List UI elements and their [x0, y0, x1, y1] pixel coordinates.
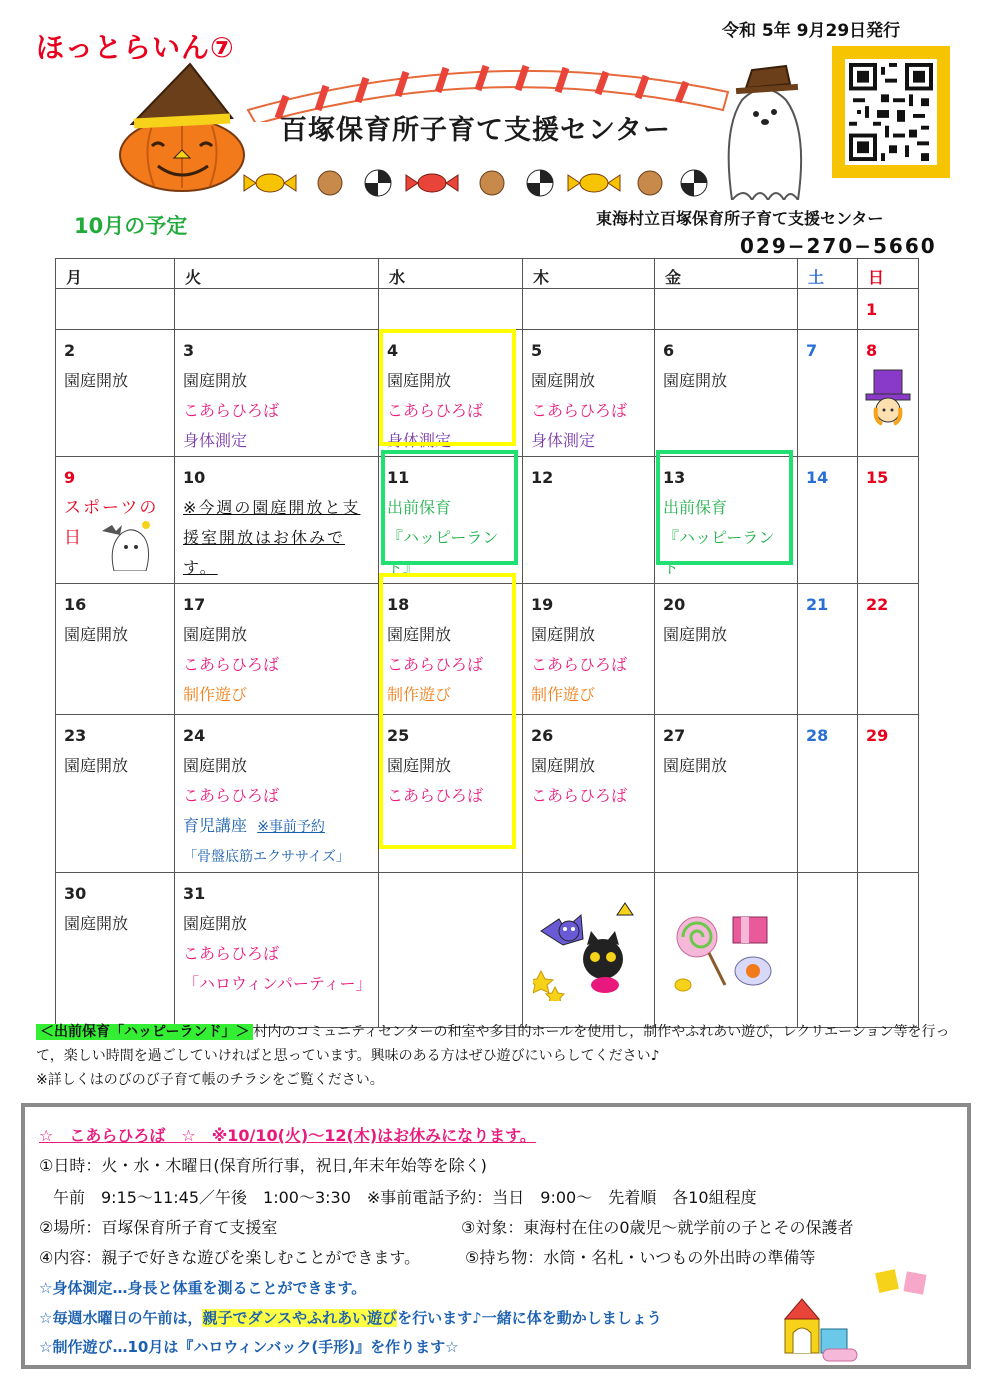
reservation-required-link[interactable]: ※事前予約 [257, 819, 325, 835]
calendar-cell [798, 584, 858, 715]
event-koala-hiroba: こあらひろば [531, 655, 628, 674]
koala-hiroba-info-box [21, 1103, 971, 1369]
calendar-cell [379, 584, 523, 715]
event-garden-open: 園庭開放 [531, 756, 596, 775]
calendar-cell [798, 330, 858, 457]
calendar-cell [523, 715, 655, 873]
blocks-icon [875, 1263, 931, 1303]
event-garden-open: 園庭開放 [64, 371, 129, 390]
info-craft-play: ☆制作遊び…10月は『ハロウィンバック(手形)』を作ります☆ [39, 1338, 459, 1356]
day-number: 27 [663, 726, 686, 745]
calendar-cell [175, 457, 379, 584]
calendar-cell [858, 289, 919, 330]
outreach-note [36, 1020, 956, 1092]
event-craft-play: 制作遊び [531, 685, 596, 704]
candy-icon [242, 166, 712, 200]
black-cat-icon [533, 901, 643, 1001]
event-garden-open: 園庭開放 [387, 371, 452, 390]
day-number: 1 [866, 300, 878, 319]
info-wednesday-dance [39, 1307, 662, 1328]
weekday-sat: 土 [798, 259, 858, 289]
calendar-cell [56, 330, 175, 457]
info-datetime: ①日時：火・水・木曜日(保育所行事，祝日,年末年始等を除く) [39, 1156, 487, 1175]
calendar-cell [523, 330, 655, 457]
calendar-cell [56, 715, 175, 873]
outreach-note-text: 村内のコミュニティセンターの和室や多目的ホールを使用し，制作やふれあい遊び，レクリエーション等を行って，楽しい時間を過ごしていければと思っています。興味のある方はぜひ遊びにいらしてください♪ [36, 1024, 950, 1064]
day-number: 25 [387, 726, 410, 745]
day-number: 21 [806, 595, 829, 614]
event-craft-play: 制作遊び [183, 685, 248, 704]
day-number: 10 [183, 468, 206, 487]
calendar-cell [175, 330, 379, 457]
info-body-measurement: ☆身体測定…身長と体重を測ることができます。 [39, 1279, 367, 1297]
event-halloween-party: 「ハロウィンパーティー」 [183, 974, 372, 993]
issue-date: 令和 5年 9月29日発行 [722, 21, 901, 41]
calendar-cell [858, 873, 919, 1028]
event-garden-open: 園庭開放 [64, 756, 129, 775]
calendar-cell [56, 289, 175, 330]
day-number: 20 [663, 595, 686, 614]
event-koala-hiroba: こあらひろば [531, 786, 628, 805]
day-number: 11 [387, 468, 410, 487]
day-number: 19 [531, 595, 554, 614]
event-koala-hiroba: こあらひろば [183, 786, 280, 805]
info-belongings: ⑤持ち物：水筒・名札・いつもの外出時の準備等 [465, 1248, 816, 1267]
info-target: ③対象：東海村在住の0歳児～就学前の子とその保護者 [461, 1218, 854, 1237]
calendar-cell [523, 457, 655, 584]
holiday-sports-day: スポーツの日 [64, 498, 159, 548]
day-number: 28 [806, 726, 829, 745]
week-row [56, 289, 919, 330]
day-number: 18 [387, 595, 410, 614]
info-hours: 午前 9:15～11:45／午後 1:00～3:30 ※事前電話予約：当日 9:00～ 先着順 各10組程度 [53, 1188, 757, 1207]
witch-kid-icon [862, 368, 914, 428]
calendar-cell [175, 289, 379, 330]
event-koala-hiroba: こあらひろば [387, 401, 484, 420]
calendar-cell [655, 330, 798, 457]
event-koala-hiroba: こあらひろば [183, 401, 280, 420]
day-number: 23 [64, 726, 87, 745]
weekday-fri: 金 [655, 259, 798, 289]
calendar-cell [175, 715, 379, 873]
weekday-tue: 火 [175, 259, 379, 289]
event-garden-open: 園庭開放 [183, 756, 248, 775]
event-parenting-lecture: 育児講座 [183, 816, 248, 835]
closure-notice: ※今週の園庭開放と支援室開放はお休みです。 [183, 498, 361, 577]
day-number: 17 [183, 595, 206, 614]
calendar-cell [655, 289, 798, 330]
event-garden-open: 園庭開放 [387, 756, 452, 775]
event-happy-land: 『ハッピーランド [663, 528, 775, 577]
calendar-cell [858, 715, 919, 873]
day-number: 29 [866, 726, 889, 745]
day-number: 9 [64, 468, 76, 487]
lollipop-candy-icon [669, 909, 781, 995]
weekday-header-row [56, 259, 919, 289]
month-title: 10月の予定 [74, 214, 188, 238]
calendar-cell [56, 584, 175, 715]
calendar-cell [523, 873, 655, 1028]
calendar-cell [379, 289, 523, 330]
event-koala-hiroba: こあらひろば [387, 655, 484, 674]
event-garden-open: 園庭開放 [387, 625, 452, 644]
day-number: 16 [64, 595, 87, 614]
event-garden-open: 園庭開放 [183, 625, 248, 644]
calendar-cell [379, 457, 523, 584]
center-name-title: 百塚保育所子育て支援センター [280, 115, 671, 146]
calendar-cell [56, 457, 175, 584]
info-place: ②場所：百塚保育所子育て支援室 [39, 1218, 278, 1237]
event-garden-open: 園庭開放 [64, 625, 129, 644]
ghost-icon [712, 60, 817, 200]
calendar-cell [858, 330, 919, 457]
event-body-measurement: 身体測定 [387, 431, 452, 450]
calendar-cell [858, 584, 919, 715]
event-garden-open: 園庭開放 [183, 371, 248, 390]
day-number: 2 [64, 341, 76, 360]
issue-number: ほっとらいん⑦ [36, 31, 235, 64]
event-koala-hiroba: こあらひろば [531, 401, 628, 420]
day-number: 22 [866, 595, 889, 614]
calendar-cell [655, 873, 798, 1028]
event-body-measurement: 身体測定 [183, 431, 248, 450]
event-outreach-care: 出前保育 [387, 498, 452, 517]
event-pelvic-exercise: 「骨盤底筋エクササイズ」 [183, 849, 350, 865]
event-outreach-care: 出前保育 [663, 498, 728, 517]
bat-ghost-icon [100, 517, 156, 571]
outreach-note-detail: ※詳しくはのびのび子育て帳のチラシをご覧ください。 [36, 1072, 384, 1088]
week-row [56, 584, 919, 715]
blocks-icon [781, 1293, 861, 1363]
weekday-thu: 木 [523, 259, 655, 289]
event-garden-open: 園庭開放 [531, 625, 596, 644]
week-row [56, 873, 919, 1028]
calendar-cell [523, 584, 655, 715]
calendar-cell [655, 715, 798, 873]
event-koala-hiroba: こあらひろば [183, 944, 280, 963]
calendar-cell [379, 715, 523, 873]
event-garden-open: 園庭開放 [663, 371, 728, 390]
event-koala-hiroba: こあらひろば [183, 655, 280, 674]
calendar-cell [858, 457, 919, 584]
calendar-cell [379, 873, 523, 1028]
calendar-cell [655, 584, 798, 715]
calendar-cell [798, 289, 858, 330]
organization-name: 東海村立百塚保育所子育て支援センター [596, 209, 884, 228]
calendar-cell [379, 330, 523, 457]
info-wednesday-prefix: ☆毎週水曜日の午前は， [39, 1309, 203, 1327]
day-number: 30 [64, 884, 87, 903]
info-wednesday-suffix: を行います♪一緒に体を動かしましょう [397, 1309, 662, 1327]
qr-code-icon[interactable] [849, 63, 933, 161]
weekday-wed: 水 [379, 259, 523, 289]
day-number: 13 [663, 468, 686, 487]
qr-code-frame[interactable] [832, 46, 950, 178]
event-garden-open: 園庭開放 [663, 756, 728, 775]
day-number: 5 [531, 341, 543, 360]
pumpkin-witch-icon [112, 60, 252, 192]
calendar-cell [56, 873, 175, 1028]
info-content: ④内容：親子で好きな遊びを楽しむことができます。 [39, 1248, 421, 1267]
day-number: 6 [663, 341, 675, 360]
outreach-note-label: ＜出前保育「ハッピーランド」＞ [36, 1024, 253, 1040]
day-number: 26 [531, 726, 554, 745]
day-number: 3 [183, 341, 195, 360]
event-garden-open: 園庭開放 [64, 914, 129, 933]
event-craft-play: 制作遊び [387, 685, 452, 704]
day-number: 12 [531, 468, 554, 487]
day-number: 31 [183, 884, 206, 903]
calendar-cell [523, 289, 655, 330]
calendar-cell [175, 584, 379, 715]
week-row [56, 715, 919, 873]
calendar-cell [798, 715, 858, 873]
weekday-sun: 日 [858, 259, 919, 289]
event-garden-open: 園庭開放 [183, 914, 248, 933]
day-number: 4 [387, 341, 399, 360]
day-number: 8 [866, 341, 878, 360]
calendar-cell [798, 457, 858, 584]
week-row [56, 330, 919, 457]
koala-hiroba-title: ☆ こあらひろば ☆ ※10/10(火)～12(木)はお休みになります。 [39, 1126, 536, 1145]
day-number: 14 [806, 468, 829, 487]
week-row [56, 457, 919, 584]
calendar-cell [798, 873, 858, 1028]
event-koala-hiroba: こあらひろば [387, 786, 484, 805]
event-happy-land: 『ハッピーランド』 [387, 528, 499, 577]
day-number: 15 [866, 468, 889, 487]
event-body-measurement: 身体測定 [531, 431, 596, 450]
event-garden-open: 園庭開放 [663, 625, 728, 644]
info-dance-highlight: 親子でダンスやふれあい遊び [202, 1309, 398, 1327]
weekday-mon: 月 [56, 259, 175, 289]
day-number: 7 [806, 341, 818, 360]
calendar-cell [175, 873, 379, 1028]
phone-number[interactable]: 029−270−5660 [740, 234, 937, 258]
day-number: 24 [183, 726, 206, 745]
event-garden-open: 園庭開放 [531, 371, 596, 390]
october-calendar [55, 258, 919, 1028]
calendar-cell [655, 457, 798, 584]
